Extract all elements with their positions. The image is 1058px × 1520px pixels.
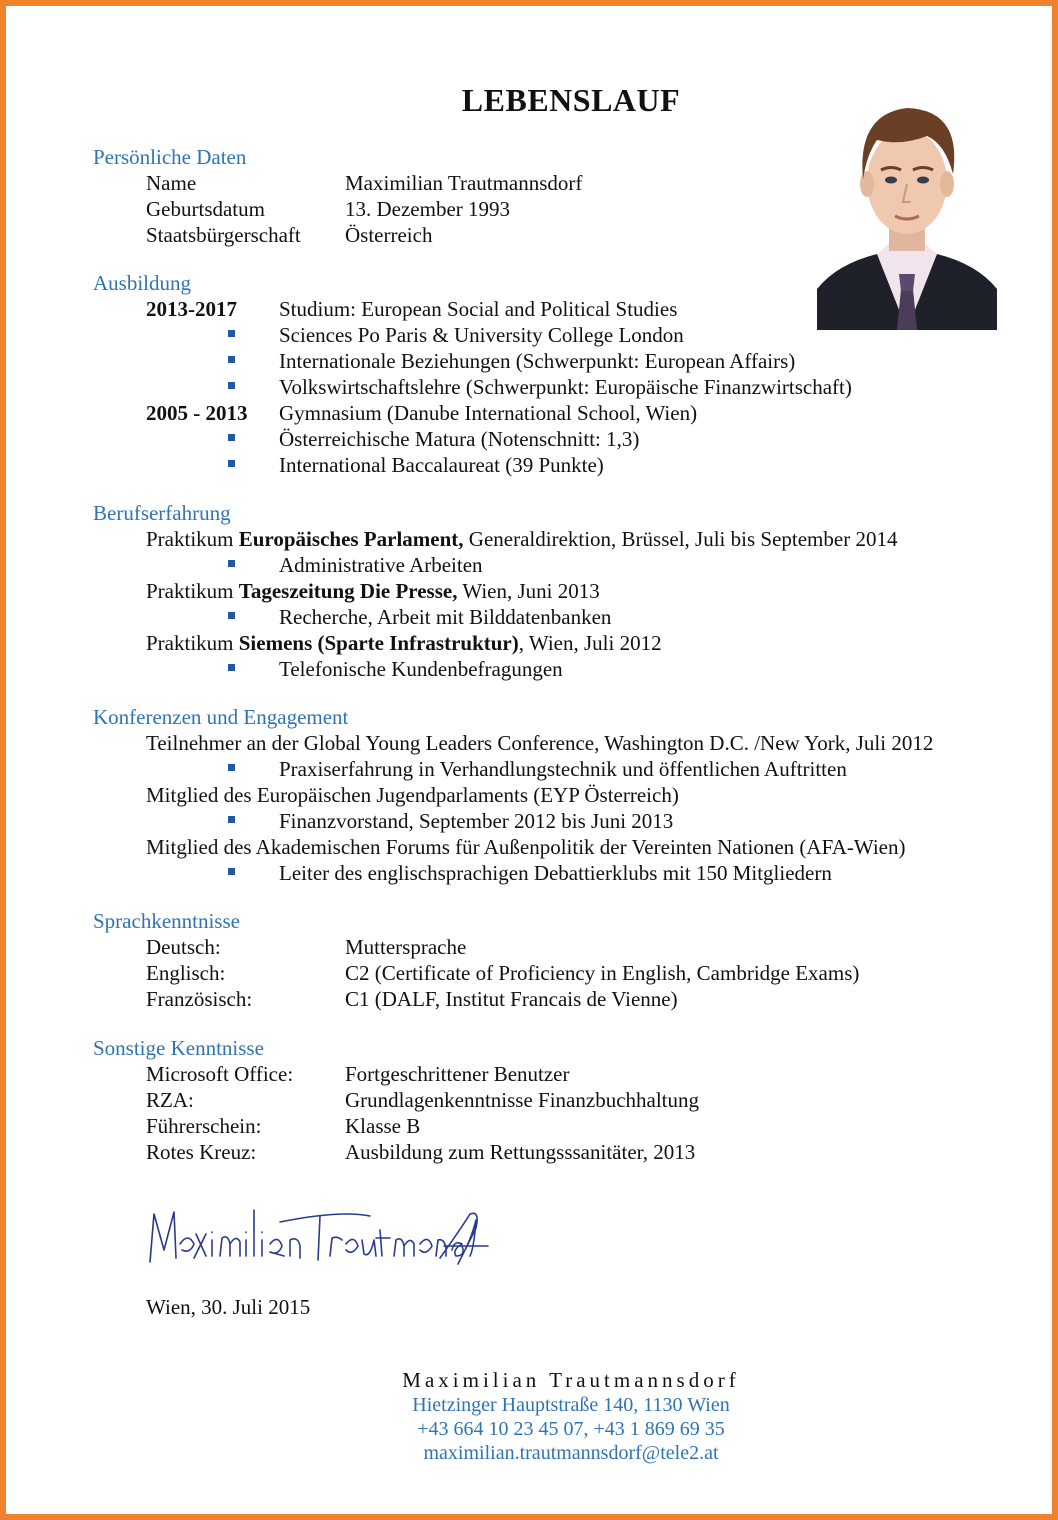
skill-label: Rotes Kreuz: [146, 1140, 257, 1164]
language-label: Deutsch: [146, 935, 221, 959]
language-label: Englisch: [146, 961, 226, 985]
section-heading-engagement: Konferenzen und Engagement [93, 705, 349, 729]
bullet-icon [228, 764, 235, 771]
experience-entry [146, 527, 897, 552]
experience-details: , Wien, Juli 2012 [518, 631, 662, 655]
section-heading-skills: Sonstige Kenntnisse [93, 1036, 264, 1060]
education-bullet: Sciences Po Paris & University College London [279, 323, 684, 347]
experience-prefix: Praktikum [146, 579, 239, 603]
education-title: Studium: European Social and Political Studies [279, 297, 678, 321]
skill-value: Ausbildung zum Rettungsssanitäter, 2013 [345, 1140, 696, 1164]
education-years: 2013-2017 [146, 297, 237, 321]
skill-value: Grundlagenkenntnisse Finanzbuchhaltung [345, 1088, 700, 1112]
contact-name: Maximilian Trautmannsdorf [402, 1368, 740, 1392]
value-birthdate: 13. Dezember 1993 [345, 197, 511, 221]
experience-entry [146, 631, 662, 656]
contact-address: Hietzinger Hauptstraße 140, 1130 Wien [412, 1394, 730, 1416]
bullet-icon [228, 560, 235, 567]
signature [140, 1200, 490, 1280]
experience-entry [146, 579, 600, 604]
section-heading-personal: Persönliche Daten [93, 145, 247, 169]
section-heading-languages: Sprachkenntnisse [93, 909, 240, 933]
experience-employer: Europäisches Parlament, [238, 527, 464, 551]
label-birthdate: Geburtsdatum [146, 197, 265, 221]
skill-label: Microsoft Office: [146, 1062, 294, 1086]
section-heading-education: Ausbildung [93, 271, 192, 295]
contact-email[interactable]: maximilian.trautmannsdorf@tele2.at [423, 1442, 719, 1464]
bullet-icon [228, 460, 235, 467]
label-citizenship: Staatsbürgerschaft [146, 223, 301, 247]
experience-bullet: Telefonische Kundenbefragungen [279, 657, 563, 681]
engagement-bullet: Praxiserfahrung in Verhandlungstechnik und öffentlichen Auftritten [279, 757, 847, 781]
engagement-bullet: Leiter des englischsprachigen Debattierklubs mit 150 Mitgliedern [279, 861, 832, 885]
skill-value: Klasse B [345, 1114, 421, 1138]
value-name: Maximilian Trautmannsdorf [345, 171, 583, 195]
bullet-icon [228, 356, 235, 363]
skill-value: Fortgeschrittener Benutzer [345, 1062, 570, 1086]
bullet-icon [228, 868, 235, 875]
contact-phone: +43 664 10 23 45 07, +43 1 869 69 35 [417, 1418, 725, 1440]
experience-employer: Siemens (Sparte Infrastruktur) [238, 631, 519, 655]
language-level: Muttersprache [345, 935, 467, 959]
language-level: C1 (DALF, Institut Francais de Vienne) [345, 987, 678, 1011]
education-bullet: Internationale Beziehungen (Schwerpunkt: European Affairs) [279, 349, 796, 373]
education-title: Gymnasium (Danube International School, Wien) [279, 401, 698, 425]
language-label: Französisch: [146, 987, 253, 1011]
experience-bullet: Administrative Arbeiten [279, 553, 483, 577]
education-bullet: Österreichische Matura (Notenschnitt: 1,3) [279, 427, 640, 451]
label-name: Name [146, 171, 197, 195]
skill-label: RZA: [146, 1088, 194, 1112]
bullet-icon [228, 382, 235, 389]
engagement-entry: Teilnehmer an der Global Young Leaders Conference, Washington D.C. /New York, Juli 2012 [146, 731, 934, 755]
section-heading-experience: Berufserfahrung [93, 501, 231, 525]
experience-details: Generaldirektion, Brüssel, Juli bis September 2014 [463, 527, 898, 551]
bullet-icon [228, 612, 235, 619]
experience-details: Wien, Juni 2013 [457, 579, 600, 603]
skill-label: Führerschein: [146, 1114, 262, 1138]
engagement-entry: Mitglied des Akademischen Forums für Außenpolitik der Vereinten Nationen (AFA-Wien) [146, 835, 906, 859]
profile-photo [817, 84, 997, 330]
bullet-icon [228, 330, 235, 337]
engagement-entry: Mitglied des Europäischen Jugendparlaments (EYP Österreich) [146, 783, 679, 807]
value-citizenship: Österreich [345, 223, 433, 247]
experience-prefix: Praktikum [146, 631, 239, 655]
language-level: C2 (Certificate of Proficiency in English, Cambridge Exams) [345, 961, 860, 985]
place-and-date: Wien, 30. Juli 2015 [146, 1295, 311, 1319]
page-title: LEBENSLAUF [461, 82, 681, 118]
bullet-icon [228, 434, 235, 441]
education-years: 2005 - 2013 [146, 401, 248, 425]
education-bullet: International Baccalaureat (39 Punkte) [279, 453, 604, 477]
experience-prefix: Praktikum [146, 527, 239, 551]
bullet-icon [228, 664, 235, 671]
bullet-icon [228, 816, 235, 823]
experience-employer: Tageszeitung Die Presse, [238, 579, 458, 603]
experience-bullet: Recherche, Arbeit mit Bilddatenbanken [279, 605, 612, 629]
education-bullet: Volkswirtschaftslehre (Schwerpunkt: Europäische Finanzwirtschaft) [279, 375, 852, 399]
engagement-bullet: Finanzvorstand, September 2012 bis Juni 2013 [279, 809, 674, 833]
